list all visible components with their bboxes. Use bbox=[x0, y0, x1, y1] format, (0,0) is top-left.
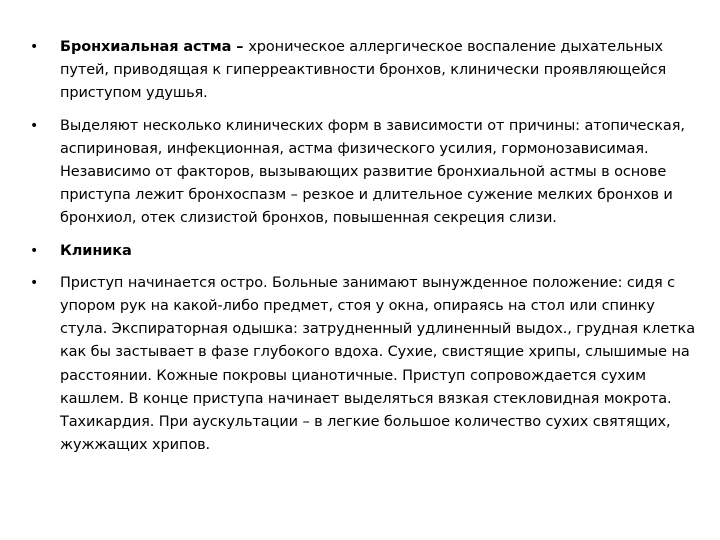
clinic-heading: Клиника bbox=[60, 242, 132, 259]
bullet-icon: • bbox=[30, 242, 39, 259]
bullet-icon: • bbox=[30, 117, 39, 134]
definition-text: хроническое аллергическое воспаление дыхательных путей, приводящая к гиперреактивности бронхов, клинически проявляющейся приступом удушья. bbox=[60, 39, 667, 102]
attack-text: Приступ начинается остро. Больные занимают вынужденное положение: сидя с упором рук на какой-либо предмет, стоя у окна, опираясь на стол или спинку стула. Экспираторная одышка: затрудненный удлиненный выдох., грудная клетка как бы застывает в фазе глубокого вдоха. Сухие, свистящие хрипы, слышимые на расстоянии. Кожные покровы цианотичные. Приступ сопровождается сухим кашлем. В конце приступа начинает выделяться вязкая стекловидная мокрота. Тахикардия. При аускультации – в легкие большое количество сухих святящих, жужжащих хрипов. bbox=[60, 274, 695, 454]
bullet-item-attack bbox=[30, 272, 696, 458]
forms-text: Выделяют несколько клинических форм в зависимости от причины: атопическая, аспириновая, инфекционная, астма физического усилия, гормонозависимая. Независимо от факторов, вызывающих развитие бронхиальной астмы в основе приступа лежит бронхоспазм – резкое и длительное сужение мелких бронхов и бронхиол, отек слизистой бронхов, повышенная секреция слизи. bbox=[60, 117, 685, 227]
bullet-icon: • bbox=[30, 274, 39, 291]
bullet-list bbox=[30, 36, 696, 457]
bullet-item-forms bbox=[30, 115, 696, 231]
bullet-item-clinic-heading bbox=[30, 240, 696, 263]
bullet-item-definition bbox=[30, 36, 696, 106]
term-asthma: Бронхиальная астма – bbox=[60, 39, 249, 55]
bullet-icon: • bbox=[30, 39, 39, 55]
